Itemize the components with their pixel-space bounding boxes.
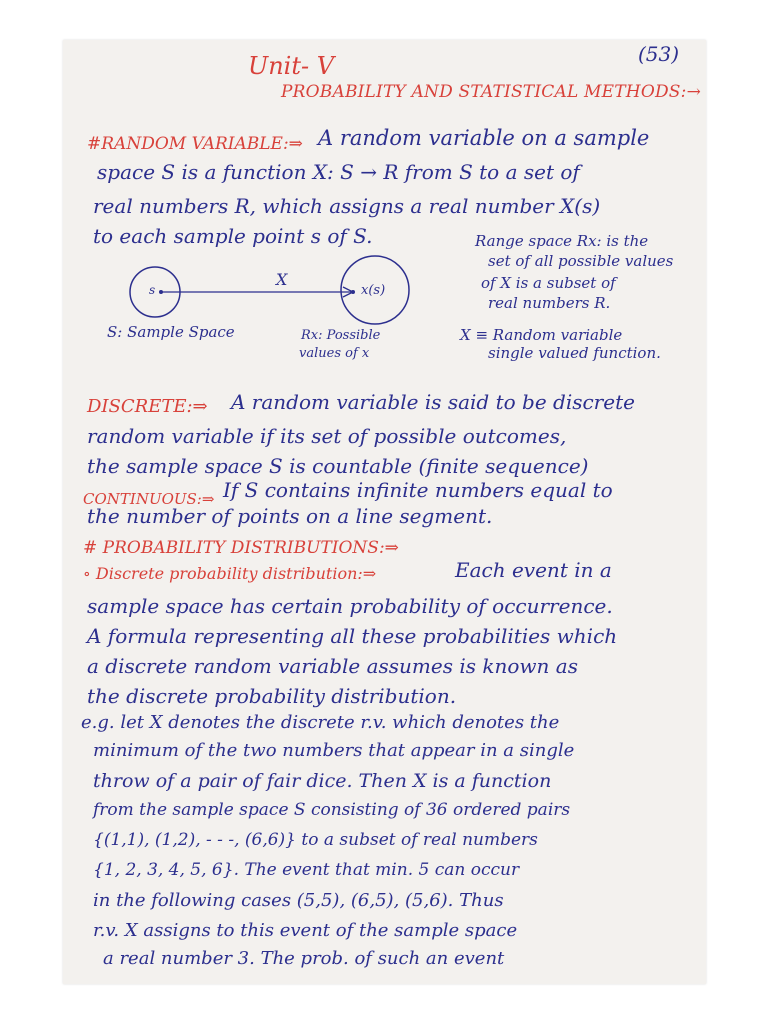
x-note-1: X ≡ Random variable xyxy=(460,326,623,344)
notebook-page xyxy=(63,40,706,984)
rx-label-2: values of x xyxy=(299,346,370,361)
prob-line-10: {(1,1), (1,2), - - -, (6,6)} to a subset of real numbers xyxy=(93,830,538,850)
prob-line-13: r.v. X assigns to this event of the sample space xyxy=(93,920,518,941)
page-number: (53) xyxy=(638,42,680,66)
discrete-prob-dist-subheading: ∘ Discrete probability distribution:⇒ xyxy=(83,564,377,583)
sample-space-label: S: Sample Space xyxy=(107,323,235,341)
range-note-2: set of all possible values xyxy=(488,252,674,270)
rv-line-4: to each sample point s of S. xyxy=(93,224,373,248)
x-note-2: single valued function. xyxy=(488,344,661,362)
chapter-title: PROBABILITY AND STATISTICAL METHODS:→ xyxy=(281,82,702,102)
continuous-heading: CONTINUOUS:⇒ xyxy=(83,490,215,508)
point-xs-dot xyxy=(351,290,355,294)
x-mapping-label: X xyxy=(276,270,288,289)
rv-line-3: real numbers R, which assigns a real number X(s) xyxy=(93,194,601,218)
prob-line-1: Each event in a xyxy=(455,558,612,582)
prob-line-4: a discrete random variable assumes is known as xyxy=(87,654,578,678)
discrete-line-3: the sample space S is countable (finite sequence) xyxy=(87,454,589,478)
continuous-line-2: the number of points on a line segment. xyxy=(87,504,493,528)
point-s-dot xyxy=(159,290,163,294)
prob-line-3: A formula representing all these probabilities which xyxy=(87,624,618,648)
range-note-1: Range space Rx: is the xyxy=(475,232,649,250)
discrete-heading: DISCRETE:⇒ xyxy=(87,396,208,417)
continuous-line-1: If S contains infinite numbers equal to xyxy=(223,478,613,502)
range-note-3: of X is a subset of xyxy=(481,274,616,292)
rv-line-2: space S is a function X: S → R from S to a set of xyxy=(97,160,580,184)
mapping-diagram-svg xyxy=(123,245,423,375)
unit-title: Unit- Ⅴ xyxy=(248,52,335,80)
prob-line-8: throw of a pair of fair dice. Then X is a function xyxy=(93,770,552,792)
mapping-diagram xyxy=(107,245,423,375)
prob-line-2: sample space has certain probability of occurrence. xyxy=(87,594,613,618)
random-variable-heading: #RANDOM VARIABLE:⇒ xyxy=(87,134,303,154)
prob-line-9: from the sample space S consisting of 36 ordered pairs xyxy=(93,800,571,820)
rv-line-1: A random variable on a sample xyxy=(318,126,650,150)
s-point-label: s xyxy=(149,283,156,297)
prob-line-5: the discrete probability distribution. xyxy=(87,684,457,708)
prob-line-11: {1, 2, 3, 4, 5, 6}. The event that min. 5 can occur xyxy=(93,860,520,880)
discrete-line-1: A random variable is said to be discrete xyxy=(231,390,635,414)
xs-point-label: x(s) xyxy=(361,283,386,298)
prob-dist-heading: # PROBABILITY DISTRIBUTIONS:⇒ xyxy=(83,538,399,558)
prob-line-6: e.g. let X denotes the discrete r.v. which denotes the xyxy=(81,712,560,733)
prob-line-7: minimum of the two numbers that appear in a single xyxy=(93,740,575,761)
prob-line-14: a real number 3. The prob. of such an event xyxy=(103,948,505,969)
discrete-line-2: random variable if its set of possible outcomes, xyxy=(87,424,567,448)
prob-line-12: in the following cases (5,5), (6,5), (5,6). Thus xyxy=(93,890,504,911)
rx-label-1: Rx: Possible xyxy=(301,328,381,343)
range-note-4: real numbers R. xyxy=(488,294,611,312)
